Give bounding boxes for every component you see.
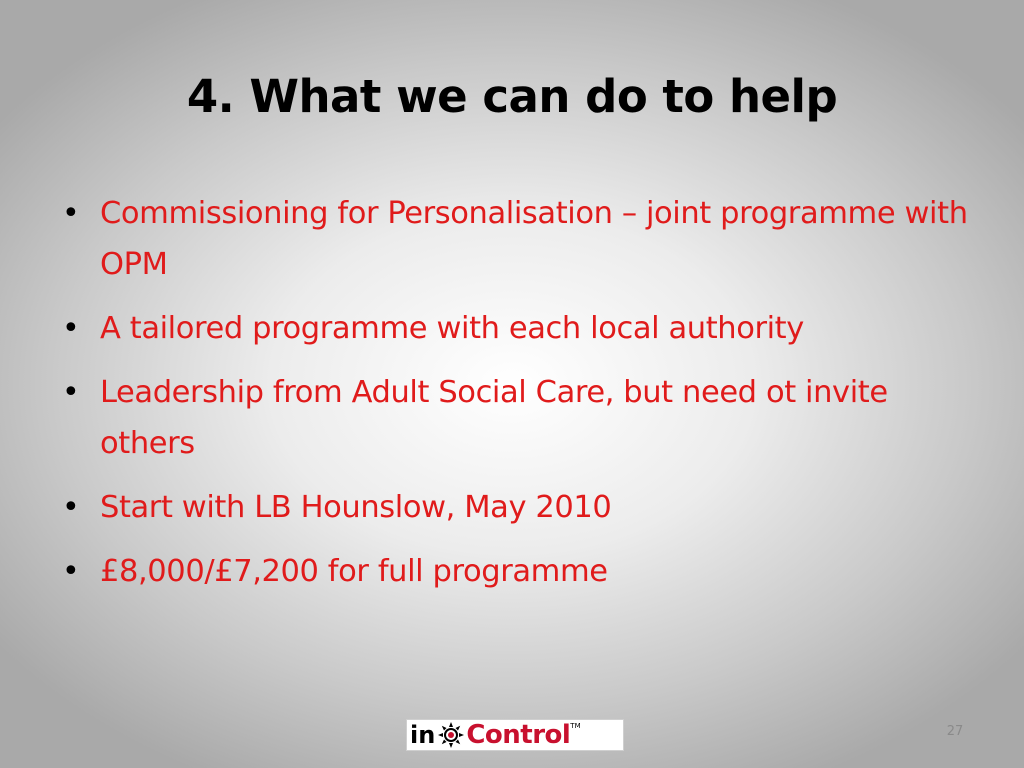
logo-trademark: TM	[570, 722, 581, 730]
bullet-text: Commissioning for Personalisation – joint programme with OPM	[100, 196, 968, 282]
bullet-text: Start with LB Hounslow, May 2010	[100, 490, 612, 525]
bullet-dot-icon: •	[62, 375, 80, 410]
bullet-item	[60, 546, 980, 597]
bullet-dot-icon: •	[62, 490, 80, 525]
sun-gear-icon	[438, 722, 464, 748]
bullet-dot-icon: •	[62, 311, 80, 346]
bullet-item	[60, 367, 980, 469]
bullet-dot-icon: •	[62, 554, 80, 589]
logo-text-control: Control	[466, 720, 571, 750]
bullet-item	[60, 303, 980, 354]
slide-title: 4. What we can do to help	[186, 70, 838, 123]
bullet-item	[60, 482, 980, 533]
bullet-text: £8,000/£7,200 for full programme	[100, 554, 608, 589]
logo-text-in: in	[410, 721, 436, 749]
bullet-text: Leadership from Adult Social Care, but need ot invite others	[100, 375, 888, 461]
bullet-text: A tailored programme with each local authority	[100, 311, 804, 346]
page-number: 27	[946, 724, 964, 739]
bullet-item	[60, 188, 980, 290]
bullet-dot-icon: •	[62, 196, 80, 231]
bullet-list	[60, 188, 980, 610]
in-control-logo	[406, 719, 624, 751]
